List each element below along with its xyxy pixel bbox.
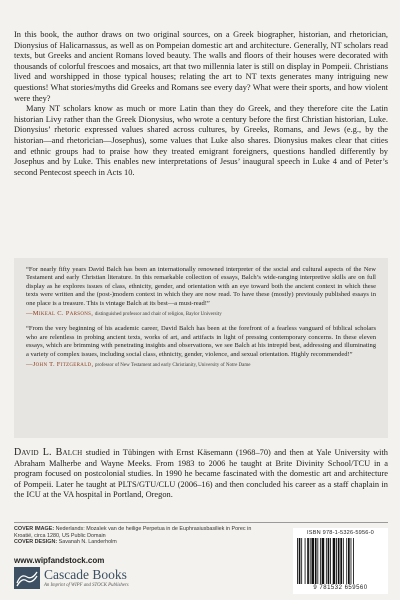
description-paragraph-2: Many NT scholars know as much or more Latin than they do Greek, and they therefore cite the Latin historian Livy rather than the Greek Dionysius, who wrote a century before the first Christian historian, Luke. Dionysius’ rhetoric expressed values shared across cultures, by Greeks, Romans, and Jews (e.g., by the historian—and rhetorician—Josephus), some values that Luke also shares. Dionysius makes clear that cities and ethnic groups had to praise how they treated emigrant foreigners, questions handled differently by Josephus and by Luke. This enables new interpretations of Jesus’ inaugural speech in Luke 4 and of Peter’s second Pentecost speech in Acts 10.	[14, 104, 388, 177]
endorsement-quote-2: “From the very beginning of his academic career, David Balch has been at the forefront of a fearless vanguard of biblical scholars who are relentless in probing ancient texts, works of art, and artifacts in light of pressing contemporary concerns. In these eleven essays, which are brimming with penetrating insights and observations, we see Balch at his intrepid best, addressing and illuminating a variety of complex issues, including social class, ethnicity, gender, violence, and sexual orientation. Highly recommended!”	[26, 325, 376, 358]
barcode-bars	[297, 538, 384, 584]
footer-divider	[14, 522, 388, 523]
barcode-bar	[343, 538, 344, 584]
author-bio	[14, 448, 388, 501]
cover-image-credit	[14, 526, 264, 539]
barcode-bar	[336, 538, 337, 584]
endorsement-attribution-2	[26, 361, 376, 370]
barcode-bar	[338, 538, 340, 584]
barcode-bar	[351, 538, 352, 584]
barcode-bar	[328, 538, 330, 584]
barcode-bar	[340, 538, 342, 584]
barcode-bar	[299, 538, 301, 584]
endorsements-panel	[14, 258, 388, 438]
cover-image-text: Nederlands: Mozaïek van de heilige Perpetua in de Euphrasiusbasiliek in Porec in Kroatië, circa 1280, US Public Domain	[14, 526, 252, 539]
barcode-bar	[307, 538, 309, 584]
author-name: David L. Balch	[14, 447, 83, 458]
barcode-bar	[311, 538, 314, 584]
isbn-barcode	[293, 528, 388, 594]
description-paragraph-1: In this book, the author draws on two original sources, on a Greek biographer, historian, and rhetorician, Dionysius of Halicarnassus, as well as on Pompeian domestic art and architecture. Generally, NT scholars read texts, but Greeks and ancient Romans loved beauty. The walls and floors of their houses were decorated with thousands of colorful frescoes and mosaics, art that two millennia later is still on display in Pompeii. Christians lived and worshipped in those typical houses; relating the art to NT texts generates many intriguing new questions! What stories/myths did Greeks and Romans see every day? What were their sports, and how violent were they?	[14, 30, 388, 103]
barcode-bar	[346, 538, 347, 584]
barcode-bar	[315, 538, 317, 584]
cover-credits	[14, 526, 264, 546]
publisher-name: Cascade Books	[44, 567, 127, 582]
cover-design-label: COVER DESIGN:	[14, 539, 58, 546]
author-bio-text: studied in Tübingen with Ernst Käsemann (1968–70) and then at Yale University with Abraham Malherbe and Wayne Meeks. From 1983 to 2006 he taught at Brite Divinity School/TCU in a program focused on postcolonial studies. In 1990 he became fascinated with the domestic art and architecture of Pompeii. Later he taught at PLTS/GTU/CLU (2006–16) and then concluded his career as a staff chaplain in the ICU at the VA hospital in Portland, Oregon.	[14, 448, 388, 500]
barcode-bar	[320, 538, 321, 584]
publisher-logo	[14, 567, 164, 593]
barcode-bar	[330, 538, 331, 584]
endorsement-quote-1: “For nearly fifty years David Balch has been an internationally renowned interpreter of the social and cultural aspects of the New Testament and early Christian literature. In this remarkable collection of essays, Balch’s wide-ranging interpretive skills are on full display as he explores issues of class, ethnicity, gender, and orientation with an eye toward both the ancient context in which these texts were written and the (post-)modern context in which they are now read. To have these (mostly) previously published essays in one place is a treasure. This is vintage Balch at its best—a must-read!”	[26, 266, 376, 307]
barcode-bar	[297, 538, 298, 584]
barcode-digits: 9 781532 659560	[313, 585, 368, 591]
publisher-tagline: An Imprint of WIPF and STOCK Publishers	[44, 583, 129, 588]
cover-design-text: Savanah N. Landerholm	[57, 539, 117, 546]
barcode-bar	[322, 538, 325, 584]
cover-image-label: COVER IMAGE:	[14, 526, 55, 532]
barcode-bar	[310, 538, 311, 584]
barcode-bar	[317, 538, 318, 584]
cover-design-credit	[14, 539, 264, 546]
endorser-name-2: —John T. Fitzgerald,	[26, 361, 94, 369]
endorser-name-1: —Mikeal C. Parsons,	[26, 310, 94, 318]
publisher-website: www.wipfandstock.com	[14, 556, 105, 565]
endorser-title-1: distinguished professor and chair of religion, Baylor University	[94, 312, 222, 318]
barcode-bar	[305, 538, 306, 584]
barcode-bar	[353, 538, 354, 584]
barcode-bar	[333, 538, 336, 584]
barcode-bar	[326, 538, 327, 584]
barcode-bar	[301, 538, 302, 584]
barcode-bar	[348, 538, 350, 584]
book-description	[14, 30, 388, 178]
endorsement-attribution-1	[26, 310, 376, 319]
cascade-logo-icon	[14, 567, 40, 589]
isbn-label: ISBN 978-1-5326-5956-0	[307, 530, 374, 536]
endorser-title-2: professor of New Testament and early Christianity, University of Notre Dame	[95, 363, 251, 369]
